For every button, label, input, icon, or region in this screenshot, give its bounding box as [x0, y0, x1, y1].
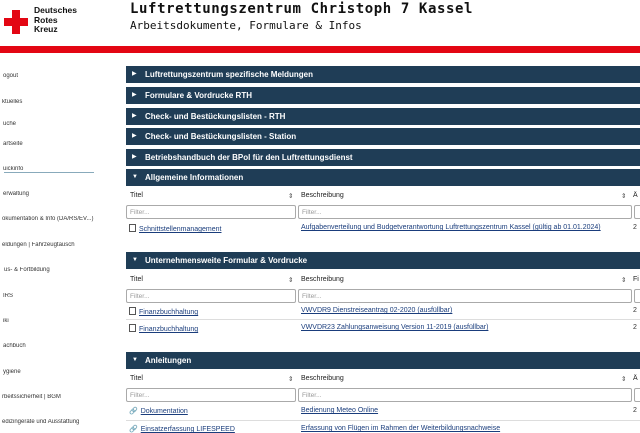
row-title-link[interactable] — [129, 425, 235, 433]
logo-line: Kreuz — [34, 24, 58, 34]
panel-header-checklisten-station[interactable] — [126, 128, 640, 145]
sort-icon[interactable]: ⇕ — [288, 376, 294, 383]
sidebar-item-fachbuch[interactable]: achbuch — [3, 343, 26, 349]
sidebar-item-medizingeraete[interactable]: edizingeräte und Ausstattung — [2, 419, 80, 425]
sort-icon[interactable]: ⇕ — [621, 193, 627, 200]
filter-input-titel[interactable] — [126, 388, 296, 402]
page-header — [0, 0, 640, 46]
document-icon — [129, 224, 136, 232]
chevron-right-icon: ▶ — [132, 133, 137, 139]
filter-input-beschreibung[interactable] — [298, 388, 632, 402]
chevron-right-icon: ▶ — [132, 113, 137, 119]
sidebar-item-verwaltung[interactable]: erwaltung — [3, 191, 30, 197]
filter-input-trailing[interactable] — [634, 205, 640, 219]
document-icon — [129, 324, 136, 332]
panel-header-checklisten-rth[interactable] — [126, 108, 640, 125]
main-content — [126, 66, 640, 433]
chevron-down-icon: ▼ — [132, 257, 138, 263]
column-header-titel[interactable]: Titel — [130, 192, 143, 199]
sidebar-item-startseite[interactable]: artseite — [3, 141, 23, 147]
drk-logo[interactable] — [4, 4, 84, 40]
sidebar — [0, 53, 100, 430]
row-description-link[interactable]: Erfassung von Flügen im Rahmen der Weiterbildungsnachweise — [301, 425, 501, 432]
column-header-trailing[interactable]: Ä — [633, 375, 638, 382]
panel-title: Check- und Bestückungslisten - Station — [145, 132, 297, 141]
row-description-link[interactable]: Aufgabenverteilung und Budgetverantwortung Luftrettungszentrum Kassel (gültig ab 01.01.2024) — [301, 224, 601, 231]
sidebar-item-arbeitssicherheit[interactable]: rbeitssicherheit | BGM — [2, 394, 61, 400]
panel-header-meldungen[interactable] — [126, 66, 640, 83]
row-trailing-value: 2 — [633, 307, 637, 314]
row-divider — [126, 319, 640, 320]
sidebar-item-quickinfo[interactable]: uickinfo — [3, 166, 24, 172]
sidebar-item-suche[interactable]: uche — [3, 121, 17, 127]
column-header-trailing[interactable]: Ä — [633, 192, 638, 199]
sidebar-item-hygiene[interactable]: ygiene — [3, 369, 21, 375]
page-subtitle: Arbeitsdokumente, Formulare & Infos — [130, 19, 362, 32]
panel-title: Check- und Bestückungslisten - RTH — [145, 112, 286, 121]
row-description-link[interactable]: VWVDR9 Dienstreiseantrag 02-2020 (ausfüllbar) — [301, 307, 453, 314]
row-title-link[interactable] — [129, 307, 198, 316]
logo-text — [34, 6, 77, 35]
column-header-titel[interactable]: Titel — [130, 276, 143, 283]
row-title-link[interactable] — [129, 324, 198, 333]
row-trailing-value: 2 — [633, 407, 637, 414]
filter-input-beschreibung[interactable] — [298, 289, 632, 303]
red-cross-icon — [4, 10, 28, 34]
row-title[interactable]: Dokumentation — [140, 408, 188, 415]
sidebar-item-meldungen[interactable]: eldungen | Fahrzeugtausch — [2, 242, 75, 248]
panel-header-allgemeine-informationen[interactable] — [126, 169, 640, 186]
panel-title: Betriebshandbuch der BPol für den Luftrettungsdienst — [145, 153, 353, 162]
row-description-link[interactable]: VWVDR23 Zahlungsanweisung Version 11-2019 (ausfüllbar) — [301, 324, 489, 331]
column-header-beschreibung[interactable]: Beschreibung — [301, 375, 344, 382]
row-title[interactable]: Finanzbuchhaltung — [139, 326, 199, 333]
logo-line: Deutsches — [34, 5, 77, 15]
sort-icon[interactable]: ⇕ — [621, 277, 627, 284]
row-title-link[interactable] — [129, 407, 188, 415]
filter-input-trailing[interactable] — [634, 388, 640, 402]
column-header-beschreibung[interactable]: Beschreibung — [301, 276, 344, 283]
sidebar-item-wiki[interactable]: iki — [3, 318, 9, 324]
panel-header-betriebshandbuch[interactable] — [126, 149, 640, 166]
sidebar-item-logout[interactable]: ogout — [3, 73, 19, 79]
chevron-right-icon: ▶ — [132, 92, 137, 98]
filter-input-titel[interactable] — [126, 205, 296, 219]
panel-title: Formulare & Vordrucke RTH — [145, 91, 252, 100]
row-title[interactable]: Finanzbuchhaltung — [139, 309, 199, 316]
chevron-right-icon: ▶ — [132, 71, 137, 77]
row-title[interactable]: Einsatzerfassung LIFESPEED — [140, 426, 235, 433]
column-header-beschreibung[interactable]: Beschreibung — [301, 192, 344, 199]
panel-header-unternehmensweite-formulare[interactable] — [126, 252, 640, 269]
panel-title: Luftrettungszentrum spezifische Meldungen — [145, 70, 314, 79]
sidebar-item-fortbildung[interactable]: us- & Fortbildung — [4, 267, 50, 273]
sidebar-search-underline — [4, 172, 94, 173]
panel-title: Allgemeine Informationen — [145, 173, 244, 182]
filter-input-trailing[interactable] — [634, 289, 640, 303]
logo-line: Rotes — [34, 14, 58, 25]
sidebar-item-aktuelles[interactable]: ktuelles — [2, 99, 23, 105]
chevron-down-icon: ▼ — [132, 357, 138, 363]
column-header-titel[interactable]: Titel — [130, 375, 143, 382]
panel-header-anleitungen[interactable] — [126, 352, 640, 369]
header-divider — [0, 46, 640, 53]
link-icon: 🔗 — [129, 426, 138, 433]
sidebar-item-cirs[interactable]: IRS — [3, 293, 14, 299]
page-title: Luftrettungszentrum Christoph 7 Kassel — [130, 1, 474, 17]
column-header-trailing[interactable]: Fi — [633, 276, 639, 283]
row-trailing-value: 2 — [633, 324, 637, 331]
document-icon — [129, 307, 136, 315]
row-divider — [126, 420, 640, 421]
sidebar-item-dokumentation[interactable]: okumentation & Info (DA/RS/EV...) — [2, 216, 94, 222]
row-description-link[interactable]: Bedienung Meteo Online — [301, 407, 379, 414]
sort-icon[interactable]: ⇕ — [288, 277, 294, 284]
chevron-right-icon: ▶ — [132, 154, 137, 160]
filter-input-titel[interactable] — [126, 289, 296, 303]
sort-icon[interactable]: ⇕ — [621, 376, 627, 383]
row-title[interactable]: Schnittstellenmanagement — [139, 226, 222, 233]
filter-input-beschreibung[interactable] — [298, 205, 632, 219]
panel-header-formulare-rth[interactable] — [126, 87, 640, 104]
link-icon: 🔗 — [129, 408, 138, 415]
sort-icon[interactable]: ⇕ — [288, 193, 294, 200]
row-trailing-value: 2 — [633, 224, 637, 231]
panel-title: Anleitungen — [145, 356, 192, 365]
chevron-down-icon: ▼ — [132, 174, 138, 180]
panel-title: Unternehmensweite Formular & Vordrucke — [145, 256, 308, 265]
row-title-link[interactable] — [129, 224, 222, 233]
